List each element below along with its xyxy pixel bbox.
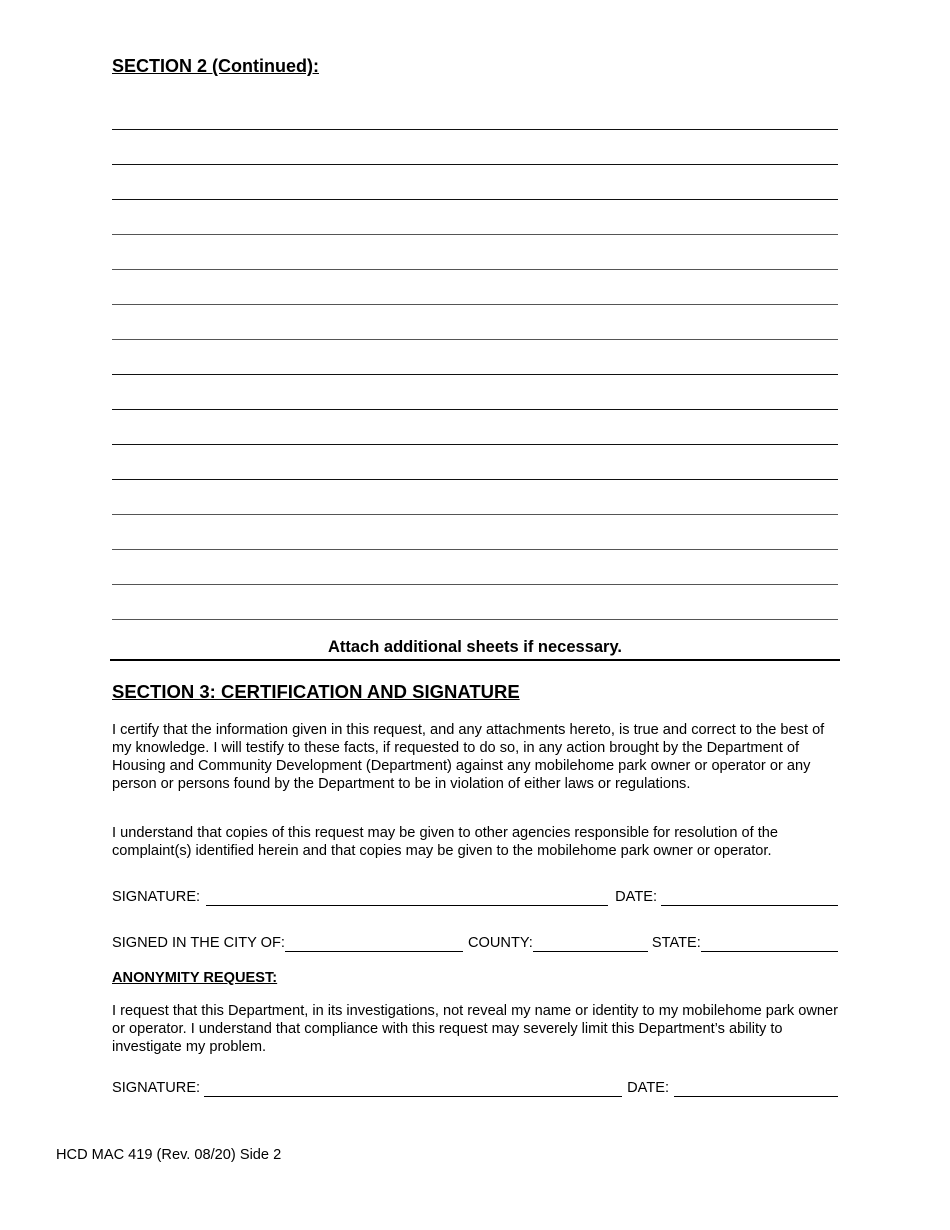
writing-line[interactable] bbox=[112, 444, 838, 445]
writing-line[interactable] bbox=[112, 234, 838, 235]
writing-line[interactable] bbox=[112, 584, 838, 585]
anonymity-signature-label: SIGNATURE: bbox=[112, 1080, 201, 1096]
date-field[interactable] bbox=[661, 887, 838, 906]
anonymity-date-field[interactable] bbox=[674, 1078, 838, 1097]
state-label: STATE: bbox=[651, 935, 701, 951]
writing-line[interactable] bbox=[112, 129, 838, 130]
section3-title: SECTION 3: CERTIFICATION AND SIGNATURE bbox=[112, 681, 520, 702]
anonymity-signature-row bbox=[112, 1075, 838, 1097]
writing-line[interactable] bbox=[112, 199, 838, 200]
writing-line[interactable] bbox=[112, 269, 838, 270]
writing-line[interactable] bbox=[112, 164, 838, 165]
writing-line[interactable] bbox=[112, 339, 838, 340]
writing-line[interactable] bbox=[112, 304, 838, 305]
anonymity-title: ANONYMITY REQUEST: bbox=[112, 970, 278, 986]
signature-field[interactable] bbox=[206, 887, 608, 906]
writing-line[interactable] bbox=[112, 409, 838, 410]
date-label: DATE: bbox=[615, 889, 658, 905]
city-label: SIGNED IN THE CITY OF: bbox=[112, 935, 285, 951]
city-field[interactable] bbox=[285, 933, 463, 952]
location-row bbox=[112, 930, 838, 952]
signature-row bbox=[112, 884, 838, 906]
attach-sheets-note: Attach additional sheets if necessary. bbox=[327, 638, 623, 656]
county-label: COUNTY: bbox=[468, 935, 533, 951]
state-field[interactable] bbox=[701, 933, 838, 952]
section-divider bbox=[110, 659, 840, 661]
anonymity-paragraph: I request that this Department, in its investigations, not reveal my name or identity to my mobilehome park owner or operator. I understand that compliance with this request may severely limit this Department’s ability to investigate my problem. bbox=[112, 1003, 838, 1055]
anonymity-signature-field[interactable] bbox=[204, 1078, 622, 1097]
writing-line[interactable] bbox=[112, 479, 838, 480]
writing-line[interactable] bbox=[112, 514, 838, 515]
writing-line[interactable] bbox=[112, 549, 838, 550]
certification-paragraph: I certify that the information given in this request, and any attachments hereto, is true and correct to the best of my knowledge. I will testify to these facts, if requested to do so, in any action brought by the Department of Housing and Community Development (Department) against any mobilehome park owner or operator or any person or persons found by the Department to be in violation of either laws or regulations. bbox=[112, 722, 825, 792]
copies-paragraph: I understand that copies of this request may be given to other agencies responsible for resolution of the complaint(s) identified herein and that copies may be given to the mobilehome park owner or operator. bbox=[112, 825, 779, 859]
writing-line[interactable] bbox=[112, 374, 838, 375]
county-field[interactable] bbox=[533, 933, 648, 952]
writing-line[interactable] bbox=[112, 619, 838, 620]
signature-label: SIGNATURE: bbox=[112, 889, 201, 905]
form-footer-id: HCD MAC 419 (Rev. 08/20) Side 2 bbox=[56, 1147, 282, 1163]
section2-title: SECTION 2 (Continued): bbox=[112, 56, 319, 76]
anonymity-date-label: DATE: bbox=[627, 1080, 670, 1096]
